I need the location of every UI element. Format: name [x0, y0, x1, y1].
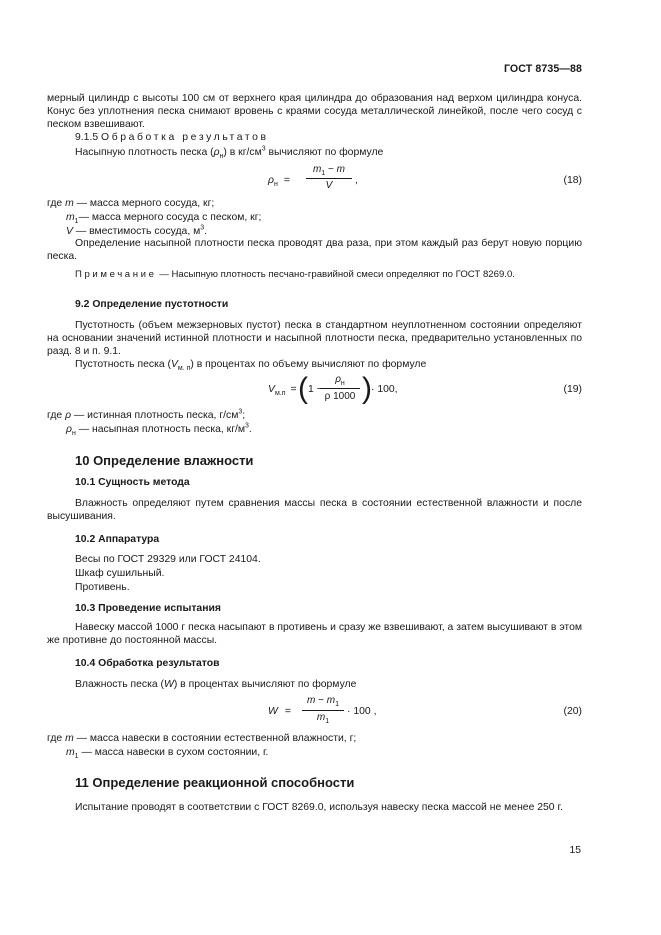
paragraph-essence: Влажность определяют путем сравнения массы песка в состоянии естественной влажности и после высушивания. — [47, 498, 582, 522]
eq18-fraction-bar — [306, 178, 352, 179]
left-parenthesis: ( — [298, 372, 308, 405]
heading-10-2: 10.2 Аппаратура — [75, 534, 160, 545]
eq20-fraction-bar — [302, 710, 344, 711]
eq19-numerator: $\rho_н$ — [335, 374, 345, 387]
moisture-formula-intro: Влажность песка (W) в процентах вычисляют по формуле — [75, 679, 357, 690]
equipment-item: Противень. — [75, 582, 130, 593]
where-item: где m — масса навески в состоянии естественной влажности, г; — [47, 733, 357, 744]
subsection-number: 9.1.5 — [75, 132, 99, 143]
heading-11: 11 Определение реакционной способности — [75, 775, 355, 790]
note-label: Примечание — [75, 269, 157, 280]
intro-paragraph: мерный цилиндр с высоты 100 см от верхнего края цилиндра до образования над верхом цилиндра конуса. Конус без уплотнения песка снимают вровень с краями сосуда металлической линейкой, после чего сосуд с песком взвешивают. — [47, 93, 582, 130]
note — [75, 269, 515, 280]
paragraph-voidness: Пустотность (объем межзерновых пустот) песка в стандартном неуплотненном состоянии определяют на основании значений истинной плотности и насыпной плотности песка, предварительно установленных по разд. 8 и п. 9.1. — [47, 320, 582, 357]
eq20-denominator: $m_1$ — [316, 712, 330, 725]
where-item: $m_1—$ масса мерного сосуда с песком, кг; — [66, 212, 262, 226]
subsection-title: Обработка результатов — [101, 132, 269, 143]
voidness-formula-intro: Пустотность песка $(V_{м. п})$ в процентах по объему вычисляют по формуле — [75, 359, 427, 373]
heading-10: 10 Определение влажности — [75, 453, 254, 468]
heading-10-3: 10.3 Проведение испытания — [75, 603, 221, 614]
document-page: ГОСТ 8735—88 мерный цилиндр с высоты 100 см от верхнего края цилиндра до образования над верхом цилиндра конуса. Конус без уплотнения песка снимают вровень с краями сосуда металлической линейкой, после чего сосуд с песком взвешивают. 9.1.5 Обработка результатов Насыпную плотность песка $(\rho_н)$ в $кг/см^3$ вычисляют по формуле $\rho_н$ = $m_1 - m$ V , (18) где m — масса мерного сосуда, кг; $m_1—$ масса мерного сосуда с песком, кг; V — вместимость сосуда, $м^3$. Определение насыпной плотности песка проводят два раза, при этом каждый раз берут новую порцию песка. Примечание — Насыпную плотность песчано-гравийной смеси определяют по ГОСТ 8269.0. 9.2 Определение пустотности Пустотность (объем межзерновых пустот) песка в стандартном неуплотненном состоянии определяют на основании значений истинной плотности и насыпной плотности песка, предварительно установленных по разд. 8 и п. 9.1. Пустотность песка $(V_{м. п})$ в процентах по объему вычисляют по формуле $V_{м.п}$ = ( 1 − $\rho_н$ ρ 1000 ) · 100, (19) где ρ — истинная плотность песка, $г/см^3$; $\rho_н$ — насыпная плотность песка, $кг/м^3$. 10 Определение влажности 10.1 Сущность метода Влажность определяют путем сравнения массы песка в состоянии естественной влажности и после высушивания. 10.2 Аппаратура Весы по ГОСТ 29329 или ГОСТ 24104. Шкаф сушильный. Противень. 10.3 Проведение испытания Навеску массой 1000 г песка насыпают в противень и сразу же взвешивают, а затем высушивают в этом же противне до постоянной массы. 10.4 Обработка результатов Влажность песка (W) в процентах вычисляют по формуле W = $m - m_1$ $m_1$ · 100 , (20) где m — масса навески в состоянии естественной влажности, г; $m_1$ — масса навески в сухом состоянии, г. 11 Определение реакционной способности Испытание проводят в соответствии с ГОСТ 8269.0, используя навеску песка массой не менее 250 г. 15 — [47, 63, 582, 856]
eq18-numerator: $m_1 - m$ — [313, 164, 345, 177]
eq18-denominator: V — [325, 180, 333, 191]
paragraph-reactivity: Испытание проводят в соответствии с ГОСТ 8269.0, используя навеску песка массой не менее 250 г. — [75, 802, 563, 813]
heading-10-4: 10.4 Обработка результатов — [75, 658, 220, 669]
paragraph-test: Навеску массой 1000 г песка насыпают в противень и сразу же взвешивают, а затем высушивают в этом же противне до постоянной массы. — [47, 622, 582, 646]
eq19-denominator: ρ 1000 — [324, 391, 356, 402]
right-parenthesis: ) — [362, 372, 372, 405]
where-item: $\rho_н$ — насыпная плотность песка, $кг/м^3$. — [66, 422, 252, 438]
bulk-density-formula-intro: Насыпную плотность песка $(\rho_н)$ в $кг/см^3$ вычисляют по формуле — [75, 145, 384, 161]
document-code: ГОСТ 8735—88 — [503, 63, 582, 75]
equation-number-18: (18) — [563, 175, 582, 186]
where-item: где ρ — истинная плотность песка, $г/см^3$; — [47, 408, 246, 421]
heading-10-1: 10.1 Сущность метода — [75, 477, 190, 488]
note-text: — Насыпную плотность песчано-гравийной смеси определяют по ГОСТ 8269.0. — [156, 269, 515, 280]
eq20-numerator: $m - m_1$ — [307, 695, 339, 708]
equipment-item: Весы по ГОСТ 29329 или ГОСТ 24104. — [75, 554, 261, 565]
equipment-item: Шкаф сушильный. — [75, 568, 165, 579]
where-item: $m_1$ — масса навески в сухом состоянии, г. — [66, 747, 269, 761]
where-item: V — вместимость сосуда, $м^3$. — [66, 224, 208, 237]
heading-9-2: 9.2 Определение пустотности — [75, 299, 229, 310]
equation-number-20: (20) — [563, 706, 582, 717]
subsection-9-1-5 — [75, 131, 269, 144]
equation-number-19: (19) — [563, 384, 582, 395]
where-item: где m — масса мерного сосуда, кг; — [47, 198, 215, 209]
page-number: 15 — [569, 845, 581, 856]
paragraph-twice: Определение насыпной плотности песка проводят два раза, при этом каждый раз берут новую порцию песка. — [47, 238, 582, 262]
eq19-fraction-bar — [320, 388, 360, 389]
